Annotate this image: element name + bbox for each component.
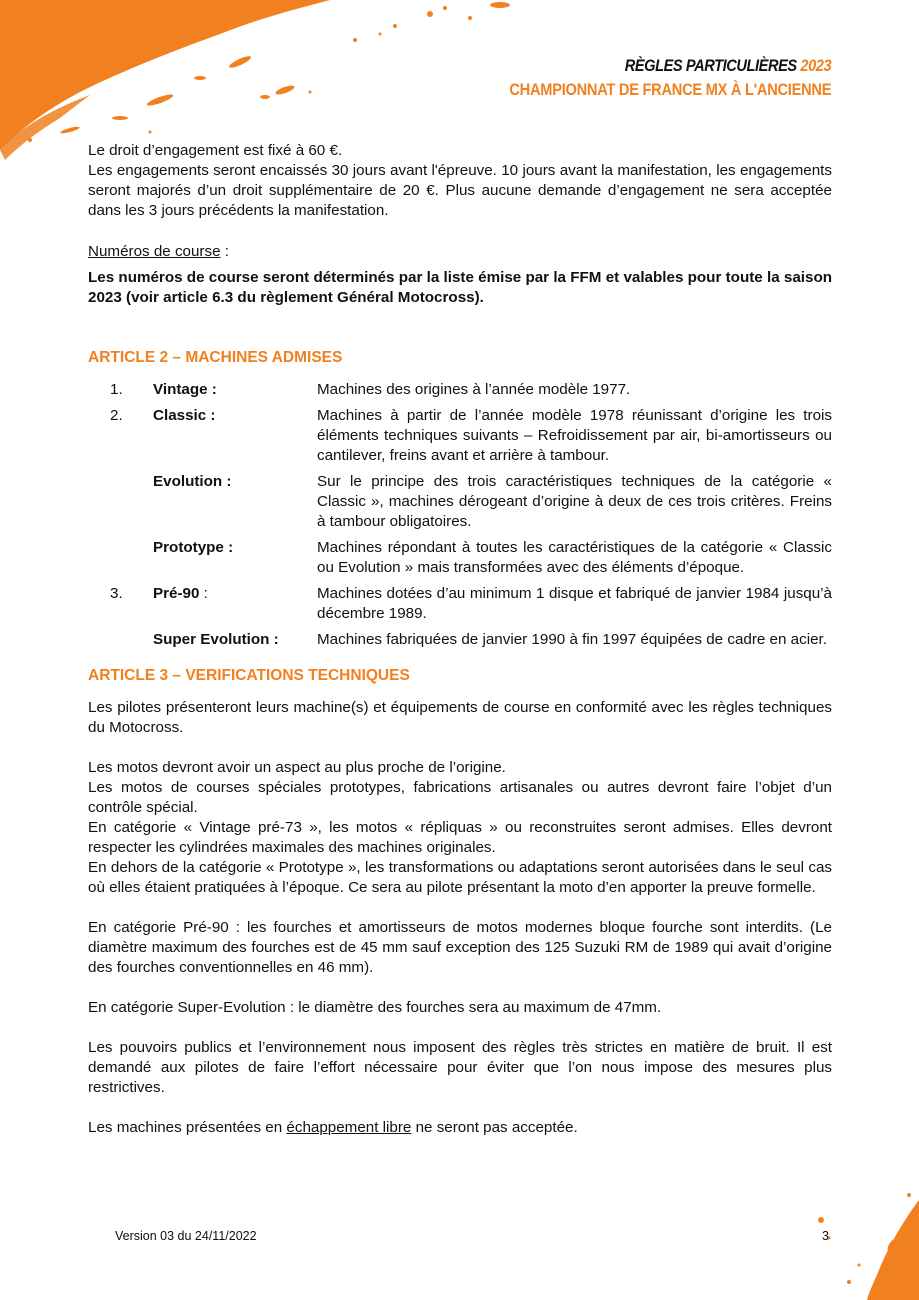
header-title-main: RÈGLES PARTICULIÈRES xyxy=(624,56,797,75)
article-3-paragraph-3: En catégorie Pré-90 : les fourches et amortisseurs de motos modernes bloque fourche sont interdits. (Le diamètre maximum des fourches est de 45 mm sauf exception des 125 Suzuki RM de 1989 qui avait d’origine des fourches conventionnelles en 46 mm). xyxy=(88,919,832,976)
p6-after: ne seront pas acceptée. xyxy=(411,1119,578,1136)
article-3-paragraph-1: Les pilotes présenteront leurs machine(s) et équipements de course en conformité avec les règles techniques du Motocross. xyxy=(88,699,832,736)
orange-splash-bottom xyxy=(809,1190,919,1300)
table-row xyxy=(88,584,832,630)
row-number xyxy=(88,538,153,584)
row-label: Classic : xyxy=(153,407,216,424)
row-description: Machines fabriquées de janvier 1990 à fin 1997 équipées de cadre en acier. xyxy=(317,631,827,648)
document-header xyxy=(457,56,831,100)
table-row xyxy=(88,380,832,406)
article-3-paragraph-6 xyxy=(88,1118,832,1138)
intro-paragraph-1: Le droit d’engagement est fixé à 60 €. xyxy=(88,142,343,159)
row-number: 2. xyxy=(110,407,123,424)
row-label-cell xyxy=(153,584,317,630)
document-body xyxy=(88,141,832,1138)
article-3-paragraph-2d: En dehors de la catégorie « Prototype », les transformations ou adaptations seront autorisées dans le seul cas où elles étaient pratiquées à l’époque. Ce sera au pilote présentant la moto d’en apporter la preuve formelle. xyxy=(88,859,832,896)
numeros-label: Numéros de course xyxy=(88,243,221,260)
echappement-libre-text: échappement libre xyxy=(286,1119,412,1136)
row-number xyxy=(88,472,153,538)
numeros-text: Les numéros de course seront déterminés par la liste émise par la FFM et valables pour toute la saison 2023 (voir article 6.3 du règlement Général Motocross). xyxy=(88,269,832,306)
row-number: 1. xyxy=(110,381,123,398)
row-number: 3. xyxy=(110,585,123,602)
row-label: Super Evolution : xyxy=(153,631,279,648)
table-row xyxy=(88,472,832,538)
row-label: Pré-90 xyxy=(153,585,200,602)
numeros-colon: : xyxy=(220,243,229,260)
page-number: 3 xyxy=(822,1229,829,1243)
article-3-paragraph-4: En catégorie Super-Evolution : le diamètre des fourches sera au maximum de 47mm. xyxy=(88,999,662,1016)
p6-before: Les machines présentées en xyxy=(88,1119,287,1136)
row-label-suffix: : xyxy=(199,585,208,602)
row-description: Machines dotées d’au minimum 1 disque et fabriqué de janvier 1984 jusqu’à décembre 1989. xyxy=(317,585,832,622)
article-3-paragraph-2b: Les motos de courses spéciales prototypes, fabrications artisanales ou autres devront faire l’objet d’un contrôle spécial. xyxy=(88,779,832,816)
table-row xyxy=(88,406,832,472)
numeros-heading xyxy=(88,242,832,262)
footer-version: Version 03 du 24/11/2022 xyxy=(115,1229,257,1243)
row-description: Sur le principe des trois caractéristiques techniques de la catégorie « Classic », machines dérogeant d’origine à deux de ces trois critères. Freins à tambour obligatoires. xyxy=(317,473,832,530)
article-3-title: ARTICLE 3 – VERIFICATIONS TECHNIQUES xyxy=(88,667,410,684)
header-subtitle: CHAMPIONNAT DE FRANCE MX À L'ANCIENNE xyxy=(509,80,831,99)
article-3-paragraph-2a: Les motos devront avoir un aspect au plus proche de l’origine. xyxy=(88,759,506,776)
row-description: Machines à partir de l’année modèle 1978 réunissant d’origine les trois éléments techniques suivants – Refroidissement par air, bi-amortisseurs ou cantilever, freins avant et arrière à tambour. xyxy=(317,407,832,464)
row-label: Evolution : xyxy=(153,473,232,490)
table-row xyxy=(88,630,832,656)
article-2-title: ARTICLE 2 – MACHINES ADMISES xyxy=(88,349,343,366)
intro-paragraph-2: Les engagements seront encaissés 30 jours avant l'épreuve. 10 jours avant la manifestation, les engagements seront majorés d’un droit supplémentaire de 20 €. Plus aucune demande d’engagement ne sera acceptée dans les 3 jours précédents la manifestation. xyxy=(88,162,832,219)
machines-table xyxy=(88,380,832,656)
row-label: Vintage : xyxy=(153,381,217,398)
header-title xyxy=(509,56,831,76)
row-description: Machines répondant à toutes les caractéristiques de la catégorie « Classic ou Evolution » mais transformées avec des éléments d’époque. xyxy=(317,539,832,576)
header-title-year: 2023 xyxy=(800,56,831,75)
article-3-paragraph-2c: En catégorie « Vintage pré-73 », les motos « répliquas » ou reconstruites seront admises. Elles devront respecter les cylindrées maximales des machines originales. xyxy=(88,819,832,856)
row-label: Prototype : xyxy=(153,539,234,556)
article-3-paragraph-5: Les pouvoirs publics et l’environnement nous imposent des règles très strictes en matière de bruit. Il est demandé aux pilotes de faire l’effort nécessaire pour éviter que l’on nous impose des mesures plus restrictives. xyxy=(88,1039,832,1096)
row-number xyxy=(88,630,153,656)
table-row xyxy=(88,538,832,584)
row-description: Machines des origines à l’année modèle 1977. xyxy=(317,381,631,398)
